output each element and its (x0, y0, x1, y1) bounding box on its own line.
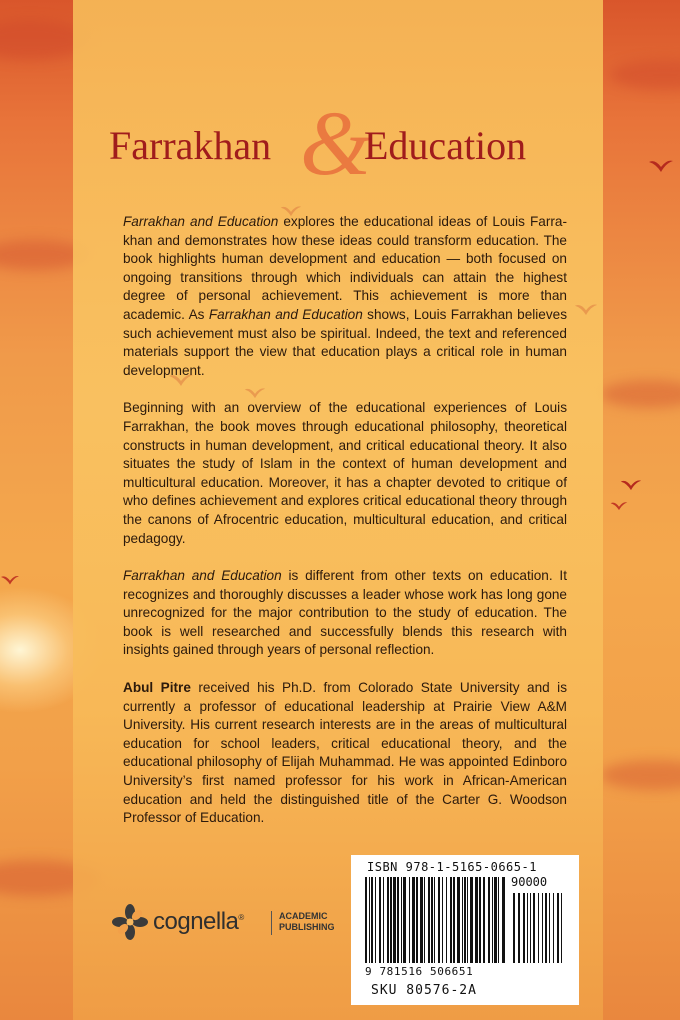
barcode-addon-bar (549, 893, 550, 963)
barcode-bar (442, 877, 443, 963)
italic-book-title: Farrakhan and Education (123, 568, 282, 584)
barcode-bar (488, 877, 490, 963)
barcode-bar (457, 877, 460, 963)
barcode-bar (390, 877, 392, 963)
bird-icon (610, 500, 628, 512)
bird-icon (574, 302, 598, 317)
paragraph-text: is different from other texts on education. It recognizes and thoroughly discusses a leader whose work has long gone unrecognized for the major contribution to the study of education. The book is well researched and successfully blends this research with insights gained through years of personal reflection. (123, 568, 567, 658)
barcode-bar (383, 877, 384, 963)
paragraph-text: shows, Louis Farrakhan believes such achievement must also be spiritual. Indeed, the text and referenced materials support the view that education plays a critical role in human development. (123, 306, 568, 378)
barcode-bar (424, 877, 425, 963)
logo-divider (271, 911, 272, 935)
author-name: Abul Pitre (123, 680, 191, 696)
title-word-farrakhan: Farrakhan (109, 123, 272, 168)
barcode-bar (453, 877, 455, 963)
barcode-addon-bar (527, 893, 528, 963)
barcode-bar (409, 877, 410, 963)
barcode-bar (403, 877, 406, 963)
barcode-bar (483, 877, 485, 963)
brand-text: cognella (153, 908, 239, 935)
barcode-bar (470, 877, 473, 963)
barcode-addon-bar (538, 893, 539, 963)
barcode-bar (428, 877, 430, 963)
isbn-text: ISBN 978-1-5165-0665-1 (367, 860, 537, 874)
italic-book-title: Farrakhan and Education (208, 306, 363, 322)
barcode-bar (375, 877, 376, 963)
barcode-addon-bar (557, 893, 559, 963)
barcode-addon-digits: 90000 (511, 875, 548, 889)
registered-mark: ® (238, 913, 244, 922)
barcode-addon-bar (561, 893, 562, 963)
title-word-education: Education (364, 123, 527, 168)
book-title (0, 92, 680, 198)
barcode-box (351, 855, 579, 1005)
barcode-bar (365, 877, 367, 963)
paragraph-different (123, 567, 567, 660)
barcode-bar (431, 877, 433, 963)
barcode-bar (446, 877, 447, 963)
publisher-logo (111, 903, 351, 943)
barcode-bar (502, 877, 505, 963)
barcode-addon-bar (523, 893, 525, 963)
barcode-bar (464, 877, 466, 963)
blurb-text (123, 213, 567, 847)
cloud (610, 60, 680, 90)
barcode-bar (371, 877, 373, 963)
barcode-bar (479, 877, 481, 963)
paragraph-text: explores the educational ideas of Louis Farrakhan and demonstrates how these ideas could transform education. The book highlights human development and education — both focused on ongoing transitions through which individuals can attain the highest degree of personal achievement. This achievement is more than academic. As (123, 214, 567, 322)
paragraph-author-bio (123, 679, 567, 828)
barcode-addon-bar (542, 893, 543, 963)
barcode-addon-bar (530, 893, 531, 963)
barcode-addon-bar (553, 893, 554, 963)
barcode-bar (467, 877, 468, 963)
paragraph-description (123, 213, 567, 380)
italic-book-title: Farrakhan and Education (123, 214, 279, 229)
cloud (600, 380, 680, 408)
barcode-bar (462, 877, 463, 963)
subtitle-line: ACADEMIC (279, 911, 328, 921)
barcode-addon-bar (533, 893, 535, 963)
barcode-bar (416, 877, 418, 963)
paragraph-overview: Beginning with an overview of the educational experiences of Louis Farrakhan, the book moves through educational philosophy, theoretical constructs in human development, and critical educational theory. It also situates the study of Islam in the context of human development and multicultural education. Moreover, it has a chapter devoted to critique of who defines achievement and explores critical educational theory through the canons of Afrocentric education, multicultural education, and critical pedagogy. (123, 400, 567, 546)
barcode-bar (450, 877, 452, 963)
bird-icon (620, 478, 642, 492)
barcode-bar (420, 877, 423, 963)
barcode-bar (369, 877, 370, 963)
barcode-bar (494, 877, 497, 963)
cognella-flower-icon (111, 903, 149, 941)
barcode-bar (397, 877, 399, 963)
barcode-digits: 9 781516 506651 (365, 965, 474, 978)
barcode-bar (412, 877, 415, 963)
bird-icon (0, 574, 20, 586)
barcode-bar (475, 877, 478, 963)
barcode-bar (387, 877, 389, 963)
barcode-bar (401, 877, 402, 963)
title-ampersand: & (300, 92, 372, 194)
subtitle-line: PUBLISHING (279, 922, 335, 932)
barcode-addon-bar (518, 893, 520, 963)
barcode-bar (379, 877, 381, 963)
sku-text: SKU 80576-2A (371, 983, 477, 998)
barcode-bar (492, 877, 493, 963)
barcode-bar (438, 877, 440, 963)
barcode-icon (363, 877, 568, 967)
barcode-addon-bar (513, 893, 515, 963)
barcode-bar (393, 877, 396, 963)
barcode-bar (498, 877, 499, 963)
cloud (600, 760, 680, 790)
publisher-subtitle (279, 911, 335, 933)
barcode-addon-bar (545, 893, 547, 963)
barcode-bar (434, 877, 435, 963)
publisher-name (153, 908, 244, 936)
paragraph-text: received his Ph.D. from Colorado State University and is currently a professor of educational leadership at Prairie View A&M University. His current research interests are in the areas of multicultural education for school leaders, critical educational theory, and the educational philosophy of Elijah Muhammad. He was appointed Edinboro University’s first named professor for his work in African-American education and held the distinguished title of the Carter G. Woodson Professor of Education. (123, 680, 568, 826)
